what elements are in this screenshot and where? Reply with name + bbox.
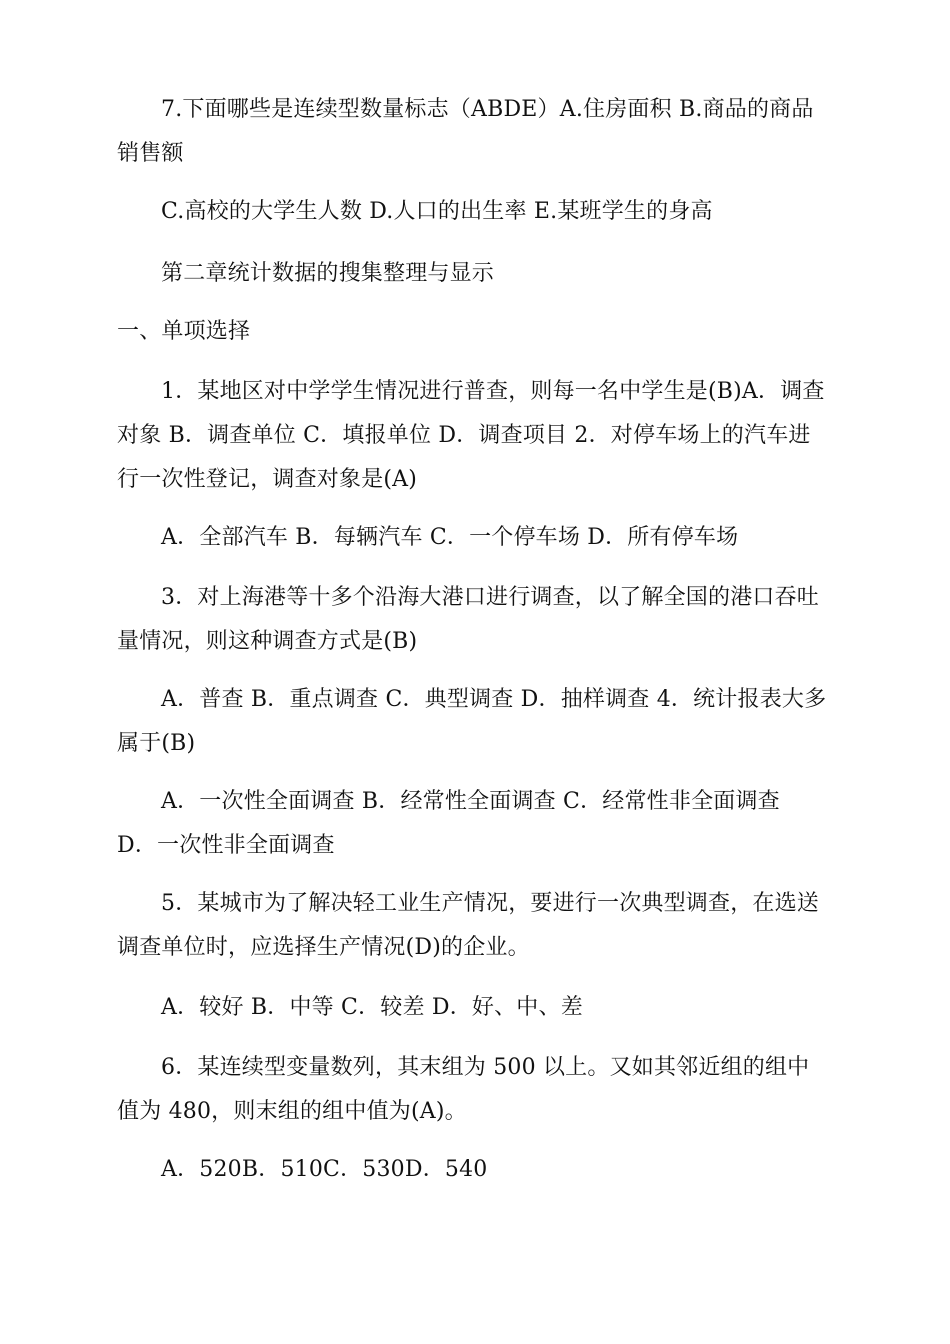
- paragraph-q3: 3．对上海港等十多个沿海大港口进行调查，以了解全国的港口吞吐量情况，则这种调查方式是(B): [117, 585, 819, 654]
- paragraph-q6: 6．某连续型变量数列，其末组为 500 以上。又如其邻近组的组中值为 480，则末组的组中值为(A)。: [117, 1055, 810, 1124]
- paragraph-q7-options-cde: C.高校的大学生人数 D.人口的出生率 E.某班学生的身高: [161, 199, 713, 224]
- paragraph-q5: 5．某城市为了解决轻工业生产情况，要进行一次典型调查，在选送调查单位时，应选择生产情况(D)的企业。: [117, 891, 819, 960]
- paragraph-q3-options-q4: A．普查 B．重点调查 C．典型调查 D．抽样调查 4．统计报表大多属于(B): [117, 687, 827, 756]
- chapter-heading: 第二章统计数据的搜集整理与显示: [161, 261, 495, 286]
- section-heading-single-choice: 一、单项选择: [117, 319, 251, 344]
- paragraph-q7-continuous-indicators: 7.下面哪些是连续型数量标志（ABDE）A.住房面积 B.商品的商品销售额: [117, 97, 814, 166]
- paragraph-q1-q2: 1．某地区对中学学生情况进行普查，则每一名中学生是(B)A．调查对象 B．调查单位 C．填报单位 D．调查项目 2．对停车场上的汽车进行一次性登记，调查对象是(A): [117, 379, 825, 492]
- paragraph-q5-options: A．较好 B．中等 C．较差 D．好、中、差: [161, 995, 583, 1020]
- paragraph-q2-options: A．全部汽车 B．每辆汽车 C．一个停车场 D．所有停车场: [161, 525, 739, 550]
- paragraph-q4-options: A．一次性全面调查 B．经常性全面调查 C．经常性非全面调查 D．一次性非全面调查: [117, 789, 780, 858]
- paragraph-q6-options: A．520B．510C．530D．540: [161, 1157, 488, 1182]
